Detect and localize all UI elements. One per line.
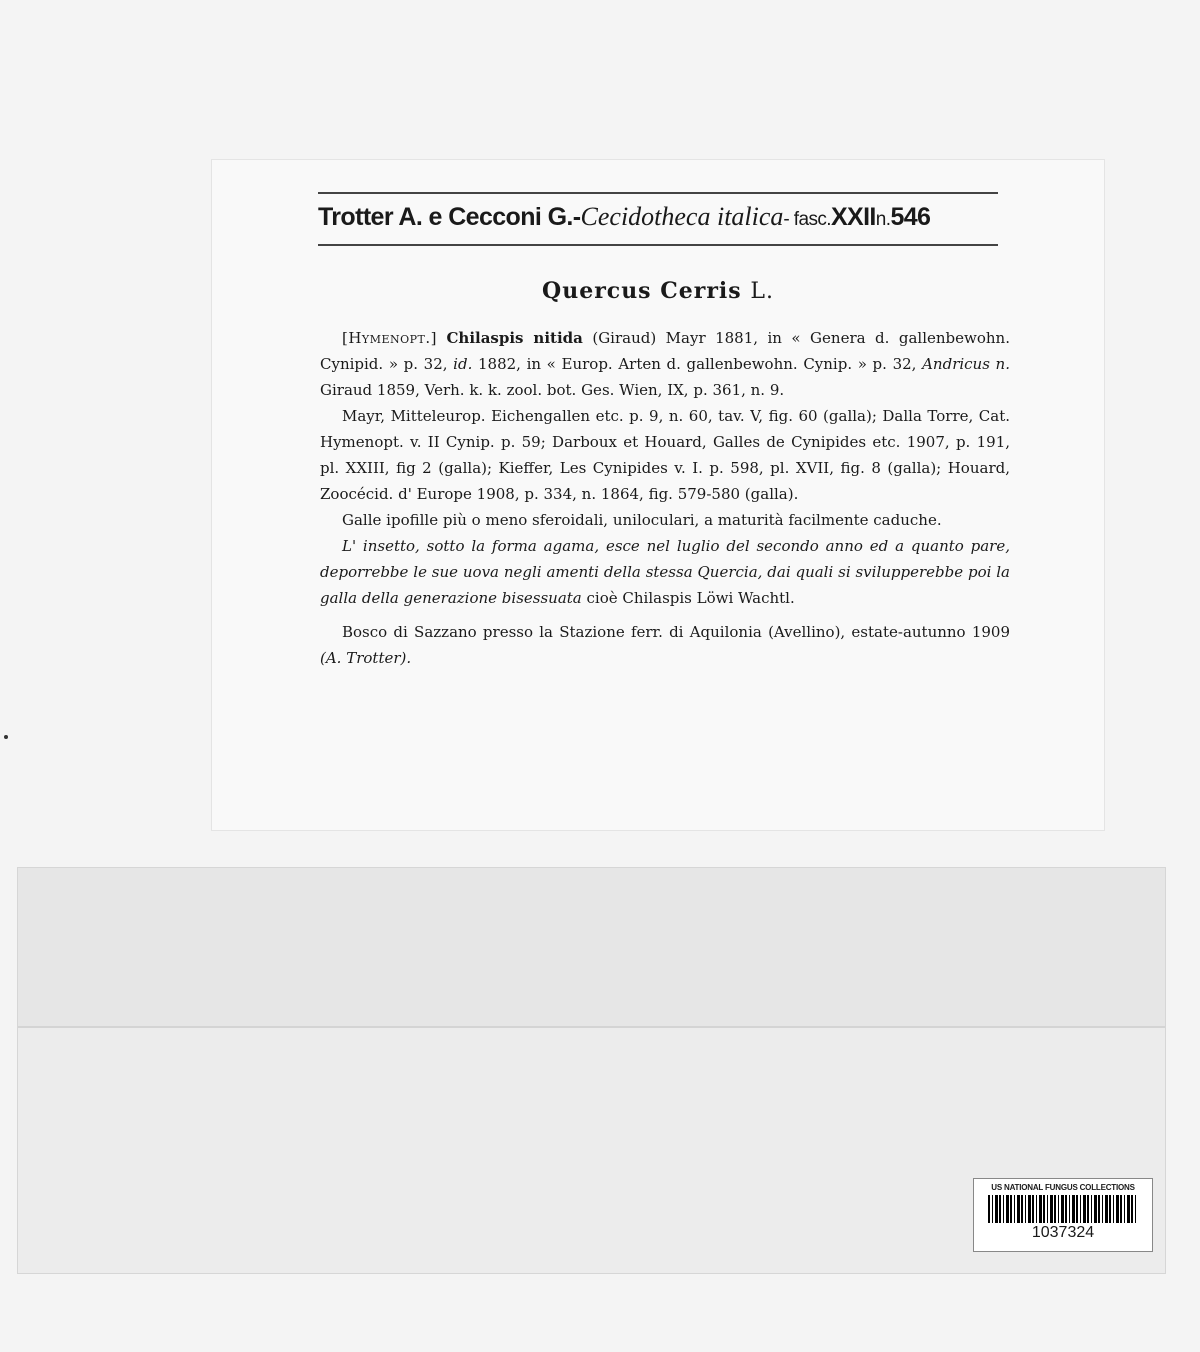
species-name: Chilaspis nitida	[446, 329, 583, 347]
biology-italic: L' insetto, sotto la forma agama, esce nel luglio del secondo anno ed a quanto pare, deporrebbe le sue uova negli amenti della stessa Quercia, dai quali si svilupperebbe poi la galla della generazione bisessuata	[320, 537, 1010, 607]
host-title	[212, 278, 1104, 304]
literature-paragraph: Mayr, Mitteleurop. Eichengallen etc. p. 9, n. 60, tav. V, fig. 60 (galla); Dalla Torre, Cat. Hymenopt. v. II Cynip. p. 59; Darboux et Houard, Galles de Cynipides etc. 1907, p. 191, pl. XXIII, fig 2 (galla); Kieffer, Les Cynipides v. I. p. 598, pl. XVII, fig. 8 (galla); Houard, Zoocécid. d' Europe 1908, p. 334, n. 1864, fig. 579-580 (galla).	[320, 407, 1010, 503]
locality-text: Bosco di Sazzano presso la Stazione ferr. di Aquilonia (Avellino), estate-autunno 1909	[342, 623, 1010, 641]
header-rule-top	[318, 192, 998, 194]
citation-text-3: Giraud 1859, Verh. k. k. zool. bot. Ges. Wien, IX, p. 361, n. 9.	[320, 381, 785, 399]
host-name: Quercus Cerris	[542, 278, 742, 304]
header-num-prefix: n.	[875, 209, 891, 230]
barcode-label	[973, 1178, 1153, 1252]
header-rule-bottom	[318, 244, 998, 246]
barcode-number: 1037324	[1031, 1224, 1095, 1241]
header-authors: Trotter A. e Cecconi G.-	[318, 203, 581, 231]
citation-paragraph	[320, 325, 1010, 403]
biology-paragraph	[320, 533, 1010, 611]
host-author: L.	[750, 279, 774, 304]
citation-synonym: Andricus n.	[922, 355, 1010, 373]
label-header	[318, 202, 998, 238]
collector: (A. Trotter).	[320, 649, 412, 667]
citation-id: id.	[453, 355, 473, 373]
header-series: Cecidotheca italica	[580, 202, 784, 231]
specimen-label	[212, 160, 1104, 830]
header-fasc-prefix: - fasc.	[783, 209, 831, 230]
biology-tail: cioè Chilaspis Löwi Wachtl.	[581, 589, 795, 607]
barcode-icon	[988, 1195, 1138, 1223]
mark	[4, 735, 8, 739]
barcode-institution: US NATIONAL FUNGUS COLLECTIONS	[991, 1183, 1135, 1192]
order-tag: [Hymenopt.]	[342, 329, 437, 347]
citation-text-1: (Giraud) Mayr 1881, in « Genera d. gallenbewohn. Cynipid. » p. 32,	[320, 329, 1010, 373]
citation-text-2: 1882, in « Europ. Arten d. gallenbewohn. Cynip. » p. 32,	[478, 355, 917, 373]
packet-flap	[18, 868, 1165, 1028]
description-paragraph: Galle ipofille più o meno sferoidali, uniloculari, a maturità facilmente caduche.	[342, 511, 942, 529]
header-num: 546	[890, 203, 931, 231]
header-fasc: XXII	[830, 203, 876, 231]
label-body	[320, 325, 1010, 671]
locality-paragraph	[320, 619, 1010, 671]
